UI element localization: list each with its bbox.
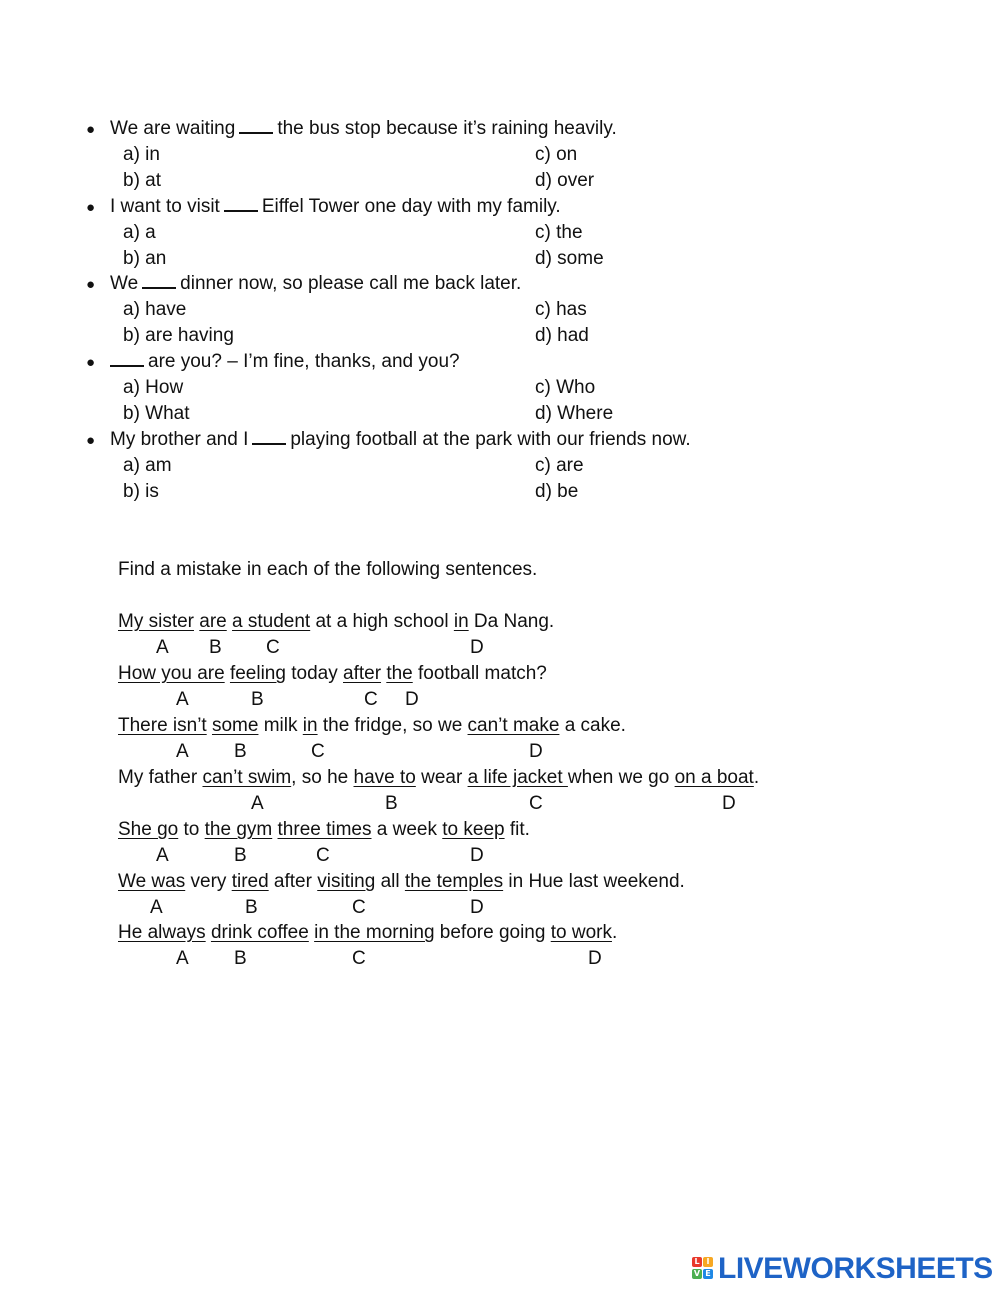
- option-c-segment[interactable]: visiting: [317, 871, 376, 892]
- option-a-segment[interactable]: We was: [118, 871, 186, 892]
- question-stem: are you? – I’m fine, thanks, and you?: [110, 351, 460, 373]
- option-d-segment[interactable]: can’t make: [467, 715, 560, 736]
- label-d[interactable]: D: [405, 689, 419, 710]
- liveworksheets-logo: [692, 1254, 993, 1284]
- label-c[interactable]: C: [529, 793, 543, 814]
- answer-blank[interactable]: [252, 429, 286, 445]
- option-b[interactable]: b) an: [123, 248, 167, 269]
- label-b[interactable]: B: [234, 845, 247, 866]
- label-d[interactable]: D: [470, 897, 484, 918]
- option-a-segment[interactable]: My sister: [118, 611, 194, 632]
- option-a-segment[interactable]: He always: [118, 922, 206, 943]
- option-d[interactable]: d) had: [535, 325, 589, 346]
- option-d-segment[interactable]: the: [386, 663, 413, 684]
- question-stem: We dinner now, so please call me back later.: [110, 273, 522, 294]
- label-b[interactable]: B: [385, 793, 398, 814]
- sentence-6: We was very tired after visiting all the temples in Hue last weekend.: [118, 871, 685, 892]
- option-c-segment[interactable]: a life jacket: [467, 767, 568, 788]
- section-instruction: Find a mistake in each of the following sentences.: [118, 559, 538, 580]
- answer-blank[interactable]: [142, 273, 176, 289]
- option-d-segment[interactable]: to keep: [442, 819, 505, 840]
- bullet: ●: [86, 276, 96, 293]
- label-a[interactable]: A: [176, 948, 189, 969]
- option-c[interactable]: c) has: [535, 299, 587, 320]
- label-b[interactable]: B: [209, 637, 222, 658]
- option-d[interactable]: d) be: [535, 481, 579, 502]
- option-c-segment[interactable]: in the morning: [314, 922, 435, 943]
- option-b-segment[interactable]: feeling: [229, 663, 286, 684]
- label-c[interactable]: C: [364, 689, 378, 710]
- option-b-segment[interactable]: are: [199, 611, 227, 632]
- label-a[interactable]: A: [150, 897, 163, 918]
- label-c[interactable]: C: [352, 948, 366, 969]
- option-c[interactable]: c) are: [535, 455, 584, 476]
- sentence-2: How you are feeling today after the football match?: [118, 663, 547, 684]
- option-d-segment[interactable]: to work: [550, 922, 612, 943]
- label-a[interactable]: A: [251, 793, 264, 814]
- label-c[interactable]: C: [352, 897, 366, 918]
- label-b[interactable]: B: [234, 741, 247, 762]
- option-b-segment[interactable]: tired: [231, 871, 269, 892]
- option-a[interactable]: a) am: [123, 455, 172, 476]
- sentence-3: There isn’t some milk in the fridge, so we can’t make a cake.: [118, 715, 626, 736]
- option-a-segment[interactable]: There isn’t: [118, 715, 207, 736]
- option-b[interactable]: b) What: [123, 403, 190, 424]
- label-b[interactable]: B: [234, 948, 247, 969]
- option-a-segment[interactable]: How you are: [118, 663, 225, 684]
- bullet: ●: [86, 121, 96, 138]
- label-d[interactable]: D: [722, 793, 736, 814]
- option-d-segment[interactable]: the temples: [404, 871, 504, 892]
- label-d[interactable]: D: [470, 637, 484, 658]
- option-b[interactable]: b) are having: [123, 325, 234, 346]
- option-a[interactable]: a) a: [123, 222, 156, 243]
- option-b-segment[interactable]: some: [211, 715, 259, 736]
- label-c[interactable]: C: [316, 845, 330, 866]
- label-a[interactable]: A: [156, 637, 169, 658]
- label-b[interactable]: B: [245, 897, 258, 918]
- bullet: ●: [86, 354, 96, 371]
- option-c-segment[interactable]: in: [302, 715, 318, 736]
- label-c[interactable]: C: [311, 741, 325, 762]
- option-c-segment[interactable]: three times: [277, 819, 372, 840]
- answer-blank[interactable]: [110, 351, 144, 367]
- option-a[interactable]: a) How: [123, 377, 184, 398]
- option-d[interactable]: d) over: [535, 170, 595, 191]
- bullet: ●: [86, 199, 96, 216]
- sentence-7: He always drink coffee in the morning before going to work.: [118, 922, 618, 943]
- question-stem: I want to visit Eiffel Tower one day with my family.: [110, 196, 561, 217]
- option-c[interactable]: c) the: [535, 222, 583, 243]
- label-d[interactable]: D: [470, 845, 484, 866]
- bullet: ●: [86, 432, 96, 449]
- option-b[interactable]: b) at: [123, 170, 162, 191]
- option-c[interactable]: c) Who: [535, 377, 596, 398]
- sentence-1: My sister are a student at a high school in Da Nang.: [118, 611, 555, 632]
- option-d-segment[interactable]: on a boat: [674, 767, 754, 788]
- sentence-4: My father can’t swim, so he have to wear a life jacket when we go on a boat.: [118, 767, 760, 788]
- option-d-segment[interactable]: in: [453, 611, 469, 632]
- label-d[interactable]: D: [529, 741, 543, 762]
- sentence-5: She go to the gym three times a week to keep fit.: [118, 819, 530, 840]
- answer-blank[interactable]: [239, 118, 273, 134]
- question-stem: We are waiting the bus stop because it’s raining heavily.: [110, 118, 617, 139]
- option-c[interactable]: c) on: [535, 144, 578, 165]
- option-b-segment[interactable]: the gym: [204, 819, 273, 840]
- option-b-segment[interactable]: have to: [353, 767, 416, 788]
- question-stem: My brother and I playing football at the park with our friends now.: [110, 429, 691, 450]
- label-a[interactable]: A: [176, 689, 189, 710]
- logo-text: LIVEWORKSHEETS: [718, 1252, 993, 1285]
- option-a-segment[interactable]: can’t swim: [202, 767, 292, 788]
- option-d[interactable]: d) some: [535, 248, 604, 269]
- option-a-segment[interactable]: She go: [118, 819, 179, 840]
- option-a[interactable]: a) in: [123, 144, 160, 165]
- label-b[interactable]: B: [251, 689, 264, 710]
- option-c-segment[interactable]: after: [343, 663, 382, 684]
- option-c-segment[interactable]: a student: [232, 611, 311, 632]
- option-a[interactable]: a) have: [123, 299, 187, 320]
- label-a[interactable]: A: [176, 741, 189, 762]
- label-a[interactable]: A: [156, 845, 169, 866]
- answer-blank[interactable]: [224, 196, 258, 212]
- option-b-segment[interactable]: drink coffee: [210, 922, 309, 943]
- logo-mark-icon: L I V E: [692, 1257, 714, 1281]
- option-d[interactable]: d) Where: [535, 403, 614, 424]
- label-d[interactable]: D: [588, 948, 602, 969]
- option-b[interactable]: b) is: [123, 481, 159, 502]
- label-c[interactable]: C: [266, 637, 280, 658]
